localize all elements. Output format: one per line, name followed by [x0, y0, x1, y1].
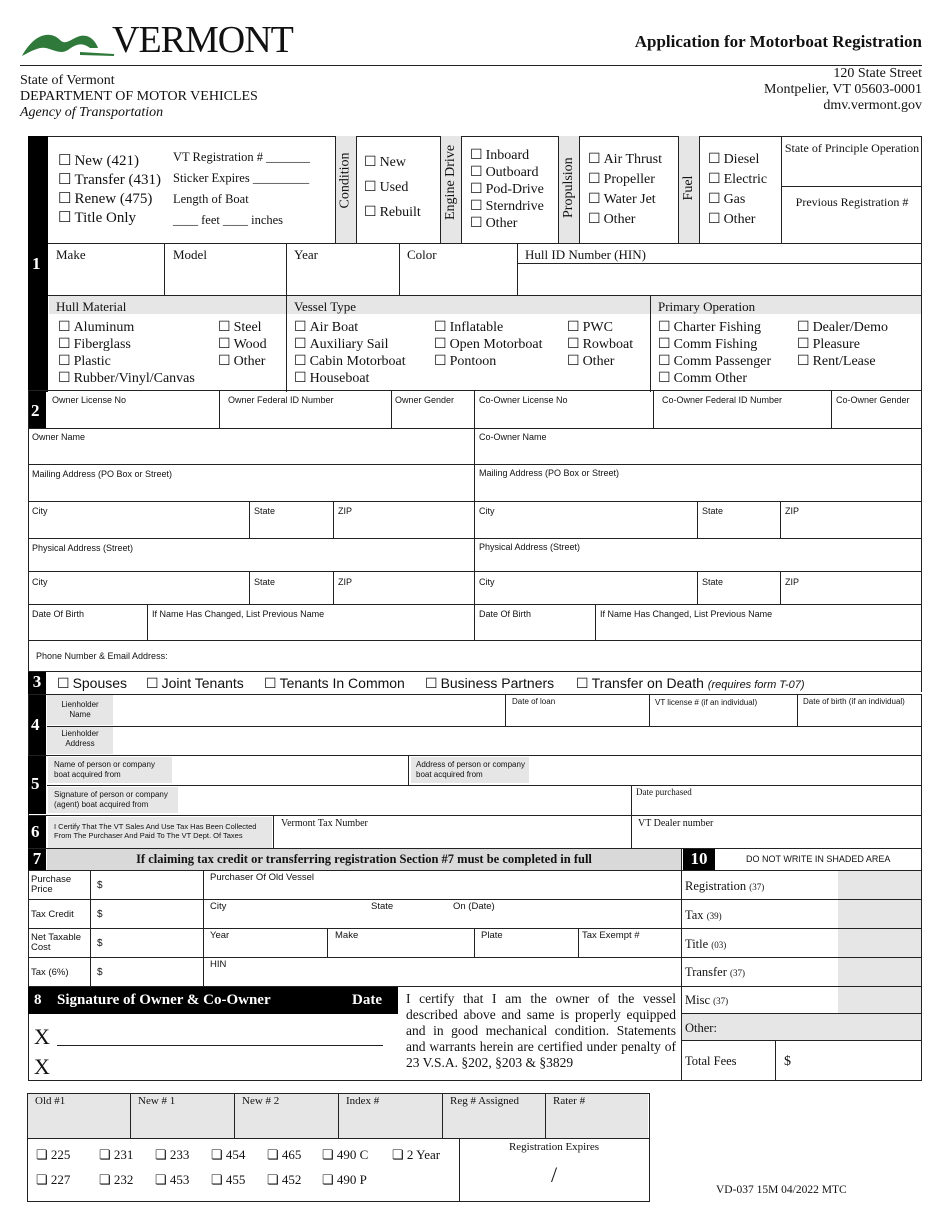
fee-tax: Tax (39): [685, 908, 722, 922]
owner-city-label: City: [32, 506, 48, 516]
section-6-bar: [28, 816, 46, 848]
old-vessel-state-label: State: [371, 901, 394, 912]
checkbox-joint-tenants[interactable]: [146, 675, 244, 692]
signature-date-label: Date: [352, 992, 382, 1008]
do-not-write-note: DO NOT WRITE IN SHADED AREA: [746, 854, 891, 864]
checkbox-vessel-pontoon[interactable]: ☐ Pontoon: [434, 353, 543, 370]
co-owner-dob-label: Date Of Birth: [479, 609, 532, 619]
co-owner-federal-id-label: Co-Owner Federal ID Number: [662, 395, 783, 405]
registration-expires-label: Registration Expires: [508, 1141, 600, 1153]
length-feet-inches-field[interactable]: ____ feet ____ inches: [173, 213, 284, 227]
checkbox-hull-plastic[interactable]: ☐ Plastic: [58, 353, 195, 370]
checkbox-transfer-on-death[interactable]: [576, 675, 805, 692]
acquired-from-signature-label: Signature of person or company (agent) boat acquired from: [54, 790, 168, 809]
sticker-expires-field[interactable]: Sticker Expires _________: [173, 171, 310, 185]
code-453[interactable]: ❏ 453: [155, 1172, 190, 1187]
tax-6-percent-label: Tax (6%): [31, 967, 69, 978]
engine-drive-group: [470, 147, 544, 232]
fee-transfer: Transfer (37): [685, 965, 746, 979]
checkbox-propulsion-water-jet[interactable]: ☐ Water Jet: [588, 190, 662, 210]
tod-note: (requires form T-07): [707, 679, 805, 691]
checkbox-tenants-in-common[interactable]: [264, 675, 405, 692]
co-owner-state-label: State: [702, 506, 724, 516]
co-owner-license-label: Co-Owner License No: [479, 395, 568, 405]
address-line-1: 120 State Street: [833, 66, 922, 81]
section-10-bar: [683, 849, 715, 870]
total-fees-label: Total Fees: [685, 1054, 737, 1068]
engine-drive-label: Engine Drive: [443, 144, 458, 220]
acquired-from-address-label: Address of person or company boat acquired from: [416, 760, 525, 779]
condition-group: [364, 150, 421, 225]
lienholder-dob-label: Date of birth (if an individual): [803, 697, 905, 706]
registration-expires-slash: /: [550, 1162, 558, 1187]
code-232[interactable]: ❏ 232: [99, 1172, 134, 1187]
old-vessel-hin-label: HIN: [210, 959, 227, 970]
purchase-price-label: Purchase Price: [31, 874, 72, 895]
checkbox-condition-new[interactable]: ☐ New: [364, 150, 421, 175]
checkbox-engine-inboard[interactable]: ☐ Inboard: [470, 147, 544, 164]
checkbox-engine-sterndrive[interactable]: ☐ Sterndrive: [470, 198, 544, 215]
checkbox-fuel-other[interactable]: ☐ Other: [708, 210, 767, 230]
checkbox-hull-steel[interactable]: ☐ Steel: [218, 319, 267, 336]
old-vessel-tax-exempt-label: Tax Exempt #: [582, 930, 640, 941]
code-231[interactable]: ❏ 231: [99, 1147, 134, 1162]
section-2-bar: [28, 391, 46, 429]
checkbox-business-partners[interactable]: [425, 675, 554, 692]
section-8-number: 8: [34, 992, 42, 1008]
index-header: Index #: [346, 1095, 380, 1107]
checkbox-vessel-open-motorboat[interactable]: ☐ Open Motorboat: [434, 336, 543, 353]
checkbox-op-rent-lease[interactable]: ☐ Rent/Lease: [797, 353, 888, 370]
owner-mailing-label: Mailing Address (PO Box or Street): [32, 469, 173, 479]
tax-dollar: $: [97, 967, 103, 978]
section-1-bar: [28, 136, 48, 392]
business-partners-label: Business Partners: [440, 675, 555, 691]
co-owner-name-label: Co-Owner Name: [479, 432, 547, 442]
old-1-header: Old #1: [35, 1095, 66, 1107]
checkbox-op-comm-other[interactable]: ☐ Comm Other: [658, 370, 771, 387]
state-name: State of Vermont: [20, 73, 115, 88]
registration-type-group: [58, 152, 161, 228]
vermont-logo-mountains-icon: [20, 26, 115, 62]
make-label: Make: [56, 247, 86, 262]
section-4-number: 4: [31, 715, 40, 734]
old-vessel-city-label: City: [210, 901, 227, 912]
owner-license-label: Owner License No: [52, 395, 127, 405]
checkbox-op-comm-fishing[interactable]: ☐ Comm Fishing: [658, 336, 771, 353]
fee-registration: Registration (37): [685, 879, 765, 893]
form-identifier: VD-037 15M 04/2022 MTC: [716, 1184, 847, 1196]
checkbox-fuel-electric[interactable]: ☐ Electric: [708, 170, 767, 190]
condition-label: [338, 184, 354, 209]
fee-misc: Misc (37): [685, 993, 729, 1007]
checkbox-renew-475[interactable]: ☐ Renew (475): [58, 190, 161, 209]
checkbox-hull-fiberglass[interactable]: ☐ Fiberglass: [58, 336, 195, 353]
address-line-2: Montpelier, VT 05603-0001: [764, 82, 922, 97]
owner-state-label: State: [254, 506, 276, 516]
brand-wordmark: VERMONT: [112, 19, 293, 61]
form-title: Application for Motorboat Registration: [634, 32, 922, 51]
checkbox-op-dealer-demo[interactable]: ☐ Dealer/Demo: [797, 319, 888, 336]
joint-tenants-label: Joint Tenants: [161, 675, 244, 691]
checkbox-hull-aluminum[interactable]: ☐ Aluminum: [58, 319, 195, 336]
checkbox-vessel-auxiliary-sail[interactable]: ☐ Auxiliary Sail: [294, 336, 406, 353]
department-name: DEPARTMENT OF MOTOR VEHICLES: [20, 89, 258, 104]
date-of-loan-label: Date of loan: [512, 697, 556, 706]
owner-previous-name-label: If Name Has Changed, List Previous Name: [152, 609, 325, 619]
owner-gender-label: Owner Gender: [395, 395, 455, 405]
checkbox-vessel-rowboat[interactable]: ☐ Rowboat: [567, 336, 633, 353]
signature-title: Signature of Owner & Co-Owner: [57, 992, 271, 1008]
checkbox-op-pleasure[interactable]: ☐ Pleasure: [797, 336, 888, 353]
checkbox-vessel-pwc[interactable]: ☐ PWC: [567, 319, 633, 336]
checkbox-engine-pod-drive[interactable]: ☐ Pod-Drive: [470, 181, 544, 198]
net-taxable-dollar: $: [97, 938, 103, 949]
checkbox-engine-other[interactable]: ☐ Other: [470, 215, 544, 232]
tax-credit-dollar: $: [97, 909, 103, 920]
owner-physical-city-label: City: [32, 577, 48, 587]
fee-other: Other:: [685, 1021, 717, 1035]
checkbox-fuel-gas[interactable]: ☐ Gas: [708, 190, 767, 210]
vt-license-label: VT license # (if an individual): [655, 698, 758, 707]
rater-header: Rater #: [553, 1095, 586, 1107]
checkbox-op-comm-passenger[interactable]: ☐ Comm Passenger: [658, 353, 771, 370]
owner-zip-label: ZIP: [338, 506, 353, 516]
checkbox-title-only[interactable]: ☐ Title Only: [58, 209, 161, 228]
checkbox-propulsion-propeller[interactable]: ☐ Propeller: [588, 170, 662, 190]
section-7-bar: [28, 849, 46, 870]
co-owner-physical-label: Physical Address (Street): [479, 542, 581, 552]
checkbox-new-421[interactable]: ☐ New (421): [58, 152, 161, 171]
code-490c[interactable]: ❏ 490 C: [322, 1147, 369, 1162]
phone-email-label: Phone Number & Email Address:: [36, 651, 168, 661]
date-purchased-label: Date purchased: [636, 787, 692, 797]
checkbox-op-charter-fishing[interactable]: ☐ Charter Fishing: [658, 319, 771, 336]
fuel-group: [708, 150, 767, 230]
co-owner-previous-name-label: If Name Has Changed, List Previous Name: [600, 609, 773, 619]
co-owner-signature-x: X: [34, 1054, 50, 1079]
length-of-boat-label: Length of Boat: [173, 192, 249, 206]
spouses-label: Spouses: [72, 675, 128, 691]
old-vessel-on-date-label: On (Date): [453, 901, 495, 912]
checkbox-fuel-diesel[interactable]: ☐ Diesel: [708, 150, 767, 170]
tax-credit-label: Tax Credit: [31, 909, 74, 920]
checkbox-propulsion-other[interactable]: ☐ Other: [588, 210, 662, 230]
primary-operation-label: Primary Operation: [658, 299, 756, 314]
code-455[interactable]: ❏ 455: [211, 1172, 246, 1187]
vessel-type-label: Vessel Type: [294, 299, 357, 314]
propulsion-group: [588, 150, 662, 230]
fuel-label: Fuel: [681, 175, 696, 201]
sales-tax-certification: I Certify That The VT Sales And Use Tax Has Been Collected From The Purchaser And Paid To The VT Dept. Of Taxes: [54, 822, 257, 840]
section-3-bar: [28, 672, 46, 694]
checkbox-condition-rebuilt[interactable]: ☐ Rebuilt: [364, 200, 421, 225]
owner-name-label: Owner Name: [32, 432, 86, 442]
website: dmv.vermont.gov: [823, 98, 922, 113]
checkbox-propulsion-air-thrust[interactable]: ☐ Air Thrust: [588, 150, 662, 170]
transfer-on-death-label: Transfer on Death: [591, 675, 704, 691]
checkbox-hull-rubber[interactable]: ☐ Rubber/Vinyl/Canvas: [58, 370, 195, 387]
purchase-price-dollar: $: [97, 880, 103, 891]
vermont-tax-number-label: Vermont Tax Number: [281, 818, 368, 829]
color-label: Color: [407, 247, 437, 262]
co-owner-mailing-label: Mailing Address (PO Box or Street): [479, 468, 620, 478]
code-225[interactable]: ❏ 225: [36, 1147, 71, 1162]
section-10-number: 10: [690, 849, 708, 868]
section-5-bar: [28, 756, 46, 814]
co-owner-city-label: City: [479, 506, 495, 516]
previous-registration-label: Previous Registration #: [795, 195, 909, 209]
total-fees-dollar: $: [784, 1054, 791, 1069]
acquired-from-name-label: Name of person or company boat acquired from: [54, 760, 155, 779]
owner-physical-zip-label: ZIP: [338, 577, 353, 587]
co-owner-physical-zip-label: ZIP: [785, 577, 800, 587]
checkbox-engine-outboard[interactable]: ☐ Outboard: [470, 164, 544, 181]
new-1-header: New # 1: [138, 1095, 176, 1107]
vt-registration-field[interactable]: VT Registration # _______: [173, 150, 310, 164]
year-label: Year: [294, 247, 318, 262]
state-of-operation-label: State of Principle Operation: [784, 141, 920, 155]
old-vessel-plate-label: Plate: [481, 930, 503, 941]
code-454[interactable]: ❏ 454: [211, 1147, 246, 1162]
lienholder-name-label: Lienholder Name: [61, 700, 99, 719]
checkbox-vessel-cabin-motorboat[interactable]: ☐ Cabin Motorboat: [294, 353, 406, 370]
checkbox-condition-used[interactable]: ☐ Used: [364, 175, 421, 200]
checkbox-spouses[interactable]: [57, 675, 127, 692]
owner-signature-line[interactable]: [57, 1045, 383, 1046]
section-5-number: 5: [31, 774, 40, 793]
code-465[interactable]: ❏ 465: [267, 1147, 302, 1162]
purchaser-old-vessel-label: Purchaser Of Old Vessel: [210, 872, 315, 883]
lienholder-address-label: Lienholder Address: [61, 729, 99, 748]
owner-signature-x: X: [34, 1024, 50, 1049]
old-vessel-make-label: Make: [335, 930, 359, 941]
checkbox-transfer-431[interactable]: ☐ Transfer (431): [58, 171, 161, 190]
checkbox-vessel-inflatable[interactable]: ☐ Inflatable: [434, 319, 543, 336]
section-4-bar: [28, 695, 46, 755]
hin-label: Hull ID Number (HIN): [525, 247, 646, 262]
tenants-in-common-label: Tenants In Common: [279, 675, 405, 691]
reg-assigned-header: Reg # Assigned: [450, 1095, 520, 1107]
vt-dealer-number-label: VT Dealer number: [638, 818, 714, 829]
owner-dob-label: Date Of Birth: [32, 609, 85, 619]
section-2-number: 2: [31, 401, 40, 420]
hull-material-label: Hull Material: [56, 299, 127, 314]
section-3-number: 3: [32, 672, 42, 691]
section-6-number: 6: [31, 822, 40, 841]
co-owner-gender-label: Co-Owner Gender: [836, 395, 910, 405]
co-owner-physical-state-label: State: [702, 577, 724, 587]
co-owner-physical-city-label: City: [479, 577, 495, 587]
owner-certification-text: I certify that I am the owner of the vessel described above and same is properly equipped and in good mechanical condition. Statements and warrants herein are certified under penalty of 23 V.S.A. §202, §203 & §3829: [406, 991, 676, 1070]
code-490p[interactable]: ❏ 490 P: [322, 1172, 367, 1187]
checkbox-vessel-other[interactable]: ☐ Other: [567, 353, 633, 370]
co-owner-zip-label: ZIP: [785, 506, 800, 516]
checkbox-hull-wood[interactable]: ☐ Wood: [218, 336, 267, 353]
propulsion-label: Propulsion: [561, 157, 576, 218]
section-1-number: 1: [32, 254, 41, 273]
fee-title: Title (03): [685, 937, 727, 951]
checkbox-vessel-air-boat[interactable]: ☐ Air Boat: [294, 319, 406, 336]
owner-physical-state-label: State: [254, 577, 276, 587]
checkbox-hull-other[interactable]: ☐ Other: [218, 353, 267, 370]
new-2-header: New # 2: [242, 1095, 280, 1107]
old-vessel-year-label: Year: [210, 930, 230, 941]
agency-name: Agency of Transportation: [20, 105, 164, 120]
checkbox-vessel-houseboat[interactable]: ☐ Houseboat: [294, 370, 406, 387]
code-2-year[interactable]: ❏ 2 Year: [392, 1147, 441, 1162]
owner-federal-id-label: Owner Federal ID Number: [228, 395, 334, 405]
section-7-heading: If claiming tax credit or transferring registration Section #7 must be completed in full: [136, 852, 592, 866]
section-7-number: 7: [32, 849, 42, 868]
owner-physical-label: Physical Address (Street): [32, 543, 134, 553]
code-227[interactable]: ❏ 227: [36, 1172, 71, 1187]
model-label: Model: [173, 247, 207, 262]
net-taxable-cost-label: Net Taxable Cost: [31, 932, 81, 953]
code-233[interactable]: ❏ 233: [155, 1147, 190, 1162]
code-452[interactable]: ❏ 452: [267, 1172, 302, 1187]
